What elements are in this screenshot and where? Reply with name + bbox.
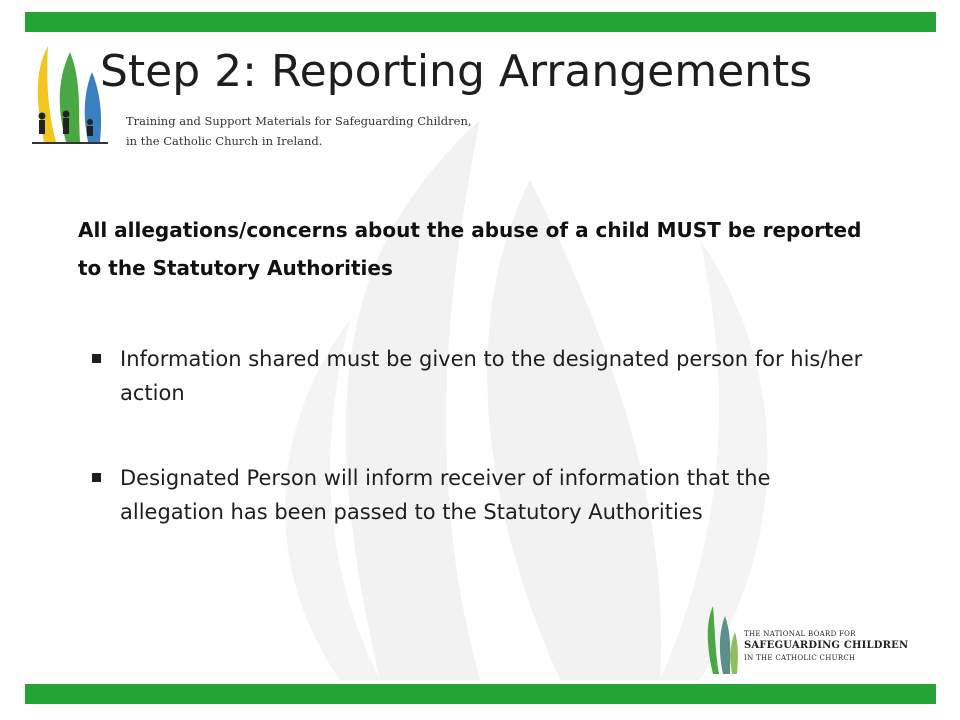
bullet-text: Designated Person will inform receiver of information that the allegation has been passed to the Statutory Authorities (120, 466, 771, 524)
top-green-bar (25, 12, 936, 32)
flame-board-logo-icon (705, 604, 739, 676)
board-line-2: SAFEGUARDING CHILDREN (744, 640, 909, 651)
bullet-list (90, 342, 880, 580)
flame-children-logo-icon (30, 42, 110, 146)
square-bullet-icon (92, 473, 101, 482)
organization-line-1: Training and Support Materials for Safeguarding Children, (126, 114, 472, 128)
board-line-3: IN THE CATHOLIC CHURCH (744, 654, 856, 662)
board-line-1: THE NATIONAL BOARD FOR (744, 630, 856, 638)
square-bullet-icon (92, 354, 101, 363)
lead-statement: All allegations/concerns about the abuse of a child MUST be reported to the Statutory Authorities (78, 218, 862, 280)
bullet-item (90, 342, 880, 410)
bottom-green-bar (25, 684, 936, 704)
board-name (744, 628, 908, 664)
organization-line-2: in the Catholic Church in Ireland. (126, 134, 323, 148)
bullet-item (90, 461, 880, 529)
bullet-text: Information shared must be given to the designated person for his/her action (120, 347, 863, 405)
organization-subtitle (126, 111, 472, 151)
slide-title: Step 2: Reporting Arrangements (100, 46, 813, 97)
